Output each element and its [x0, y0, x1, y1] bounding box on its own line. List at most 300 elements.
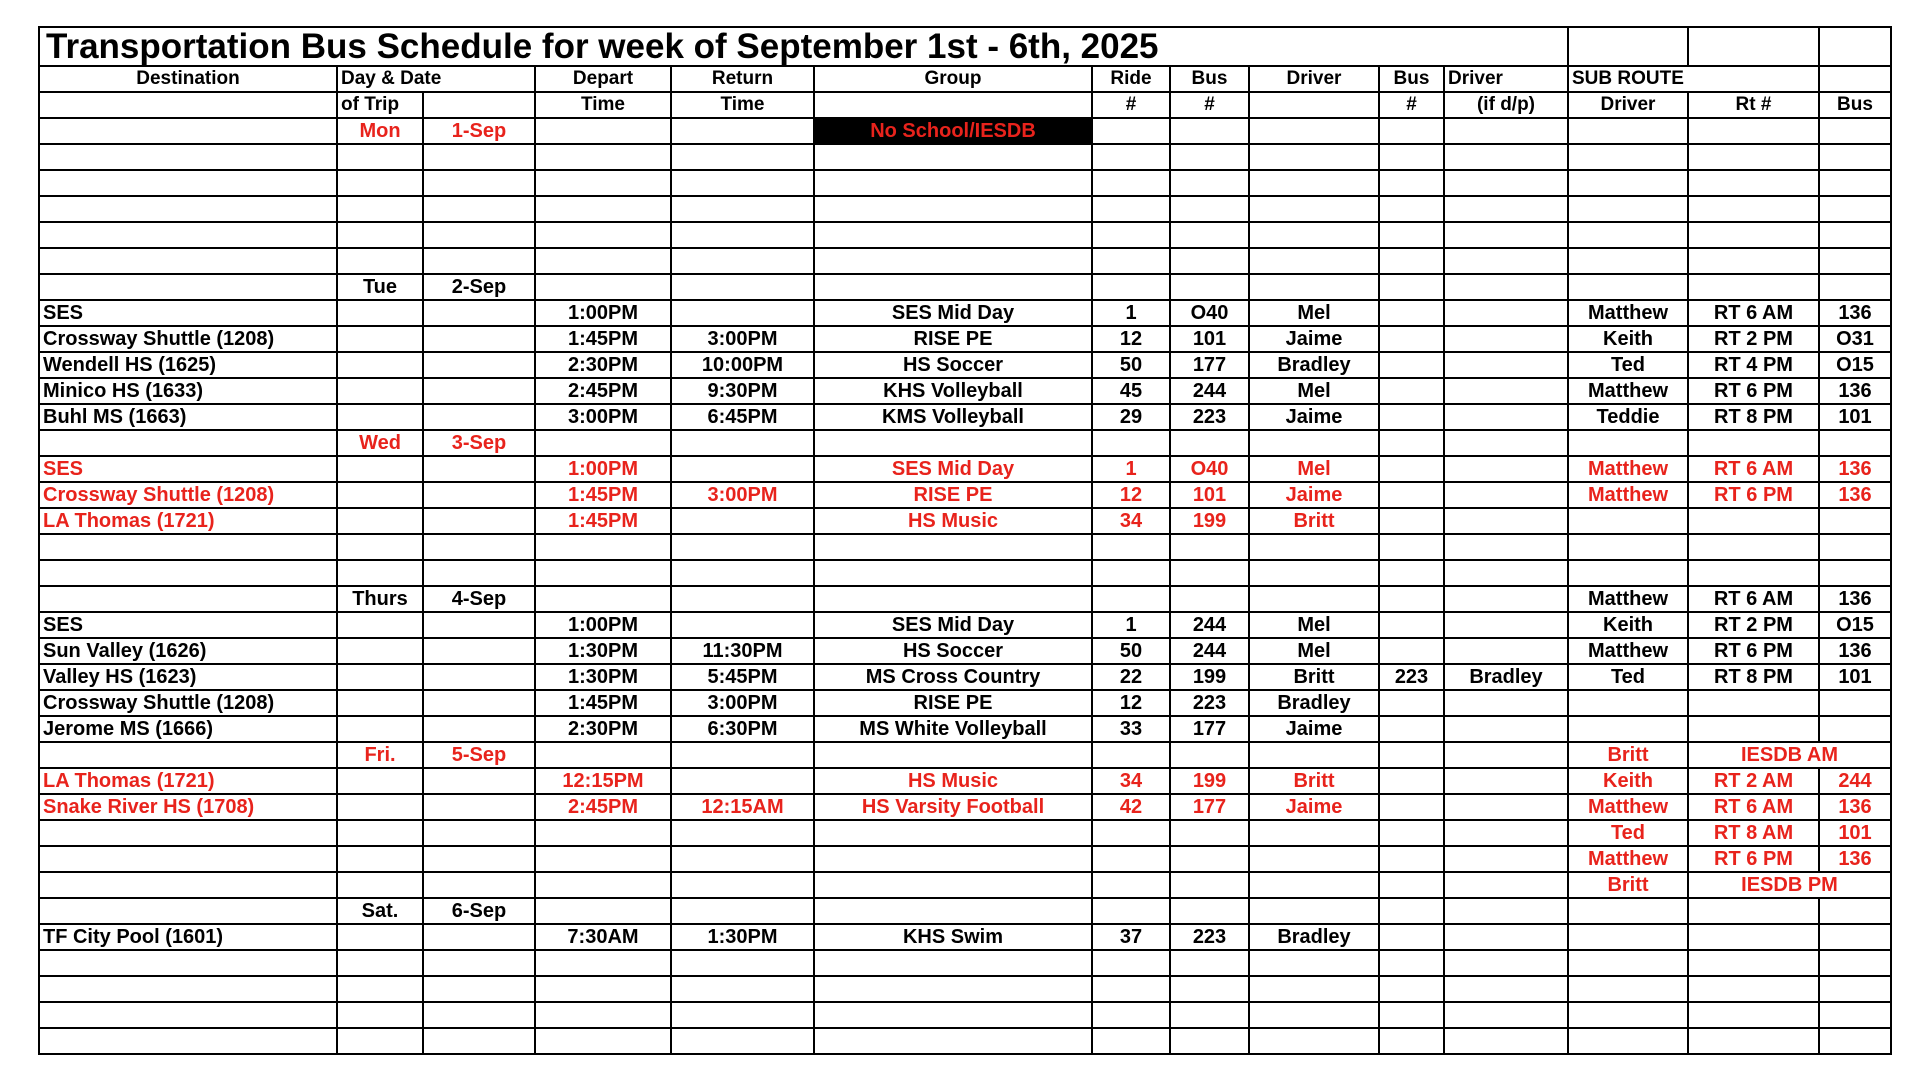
- sub-route-number-cell: [1688, 1002, 1819, 1028]
- sub-driver-cell: [1568, 534, 1688, 560]
- ride-number-cell: [1092, 1028, 1170, 1054]
- date-cell: [423, 768, 535, 794]
- sub-route-number-cell: [1688, 690, 1819, 716]
- depart-time-cell: 2:45PM: [535, 794, 671, 820]
- date-cell: [423, 638, 535, 664]
- sub-driver-cell: Ted: [1568, 820, 1688, 846]
- driver-2-cell: [1444, 1028, 1568, 1054]
- sub-driver-cell: Britt: [1568, 872, 1688, 898]
- sub-route-number-cell: [1688, 170, 1819, 196]
- header-return-time: Time: [671, 92, 814, 118]
- schedule-row: [39, 716, 1891, 742]
- depart-time-cell: 3:00PM: [535, 404, 671, 430]
- driver-cell: [1249, 248, 1379, 274]
- driver-2-cell: [1444, 508, 1568, 534]
- bus-2-number-cell: [1379, 976, 1444, 1002]
- day-cell: [337, 404, 423, 430]
- depart-time-cell: [535, 872, 671, 898]
- schedule-row: [39, 352, 1891, 378]
- sub-driver-cell: Matthew: [1568, 456, 1688, 482]
- date-cell: [423, 560, 535, 586]
- schedule-row: [39, 300, 1891, 326]
- schedule-row: [39, 846, 1891, 872]
- group-cell: KHS Swim: [814, 924, 1092, 950]
- depart-time-cell: 1:00PM: [535, 300, 671, 326]
- return-time-cell: [671, 820, 814, 846]
- schedule-row: [39, 170, 1891, 196]
- day-cell: [337, 326, 423, 352]
- return-time-cell: [671, 222, 814, 248]
- sub-bus-cell: 136: [1819, 586, 1891, 612]
- date-cell: [423, 170, 535, 196]
- driver-cell: [1249, 196, 1379, 222]
- sub-route-number-cell: [1688, 716, 1819, 742]
- bus-number-cell: 177: [1170, 352, 1249, 378]
- sub-driver-cell: Britt: [1568, 742, 1688, 768]
- sub-driver-cell: [1568, 144, 1688, 170]
- driver-2-cell: [1444, 274, 1568, 300]
- day-cell: [337, 976, 423, 1002]
- group-cell: MS Cross Country: [814, 664, 1092, 690]
- group-cell: [814, 872, 1092, 898]
- header-group: Group: [814, 66, 1092, 92]
- schedule-row: [39, 768, 1891, 794]
- depart-time-cell: 1:00PM: [535, 456, 671, 482]
- sub-driver-cell: Ted: [1568, 352, 1688, 378]
- ride-number-cell: 34: [1092, 768, 1170, 794]
- day-cell: [337, 222, 423, 248]
- bus-number-cell: [1170, 560, 1249, 586]
- date-cell: [423, 508, 535, 534]
- group-cell: [814, 846, 1092, 872]
- sub-driver-cell: [1568, 1002, 1688, 1028]
- bus-number-cell: [1170, 274, 1249, 300]
- depart-time-cell: [535, 222, 671, 248]
- sub-route-number-cell: RT 6 AM: [1688, 300, 1819, 326]
- destination-cell: [39, 170, 337, 196]
- sub-driver-cell: [1568, 222, 1688, 248]
- ride-number-cell: 1: [1092, 612, 1170, 638]
- sub-bus-cell: O15: [1819, 612, 1891, 638]
- bus-number-cell: [1170, 222, 1249, 248]
- header-sub-route: SUB ROUTE: [1568, 66, 1819, 92]
- bus-number-cell: [1170, 430, 1249, 456]
- driver-2-cell: [1444, 326, 1568, 352]
- destination-cell: LA Thomas (1721): [39, 508, 337, 534]
- bus-2-number-cell: [1379, 924, 1444, 950]
- return-time-cell: [671, 898, 814, 924]
- sub-route-number-cell: [1688, 976, 1819, 1002]
- ride-number-cell: [1092, 742, 1170, 768]
- driver-cell: Mel: [1249, 638, 1379, 664]
- driver-2-cell: [1444, 950, 1568, 976]
- destination-cell: Buhl MS (1663): [39, 404, 337, 430]
- date-cell: 4-Sep: [423, 586, 535, 612]
- day-cell: [337, 716, 423, 742]
- group-cell: [814, 430, 1092, 456]
- day-cell: Sat.: [337, 898, 423, 924]
- ride-number-cell: [1092, 820, 1170, 846]
- sub-route-number-cell: IESDB AM: [1688, 742, 1891, 768]
- sub-route-number-cell: [1688, 950, 1819, 976]
- driver-2-cell: [1444, 846, 1568, 872]
- bus-2-number-cell: [1379, 560, 1444, 586]
- schedule-title: Transportation Bus Schedule for week of September 1st - 6th, 2025: [39, 27, 1568, 66]
- sub-driver-cell: [1568, 508, 1688, 534]
- destination-cell: [39, 118, 337, 144]
- sub-driver-cell: Ted: [1568, 664, 1688, 690]
- sub-bus-cell: [1819, 118, 1891, 144]
- header-return: Return: [671, 66, 814, 92]
- schedule-row: [39, 794, 1891, 820]
- schedule-row: [39, 898, 1891, 924]
- header-of-trip: of Trip: [337, 92, 423, 118]
- day-cell: [337, 144, 423, 170]
- bus-number-cell: 244: [1170, 378, 1249, 404]
- sub-bus-cell: [1819, 196, 1891, 222]
- schedule-row: [39, 118, 1891, 144]
- driver-cell: [1249, 170, 1379, 196]
- group-cell: [814, 170, 1092, 196]
- bus-2-number-cell: [1379, 118, 1444, 144]
- day-cell: [337, 690, 423, 716]
- group-cell: [814, 742, 1092, 768]
- sub-driver-cell: Keith: [1568, 326, 1688, 352]
- schedule-row: [39, 664, 1891, 690]
- depart-time-cell: 1:45PM: [535, 508, 671, 534]
- ride-number-cell: 1: [1092, 300, 1170, 326]
- bus-number-cell: 199: [1170, 768, 1249, 794]
- driver-2-cell: [1444, 404, 1568, 430]
- driver-cell: Britt: [1249, 768, 1379, 794]
- depart-time-cell: [535, 534, 671, 560]
- depart-time-cell: [535, 560, 671, 586]
- sub-route-number-cell: RT 8 PM: [1688, 404, 1819, 430]
- driver-2-cell: [1444, 872, 1568, 898]
- driver-cell: [1249, 222, 1379, 248]
- driver-cell: [1249, 1028, 1379, 1054]
- sub-bus-cell: [1819, 248, 1891, 274]
- group-cell: [814, 898, 1092, 924]
- return-time-cell: [671, 1028, 814, 1054]
- depart-time-cell: [535, 170, 671, 196]
- bus-number-cell: [1170, 820, 1249, 846]
- driver-2-cell: [1444, 794, 1568, 820]
- ride-number-cell: [1092, 170, 1170, 196]
- bus-number-cell: [1170, 586, 1249, 612]
- return-time-cell: [671, 534, 814, 560]
- depart-time-cell: [535, 976, 671, 1002]
- destination-cell: [39, 820, 337, 846]
- header-blank-cell: [423, 92, 535, 118]
- bus-2-number-cell: [1379, 326, 1444, 352]
- bus-number-cell: 101: [1170, 482, 1249, 508]
- schedule-row: [39, 1002, 1891, 1028]
- depart-time-cell: 2:30PM: [535, 716, 671, 742]
- sub-route-number-cell: [1688, 144, 1819, 170]
- bus-2-number-cell: [1379, 170, 1444, 196]
- group-cell: SES Mid Day: [814, 456, 1092, 482]
- bus-number-cell: 177: [1170, 716, 1249, 742]
- schedule-row: [39, 872, 1891, 898]
- sub-route-number-cell: RT 6 AM: [1688, 456, 1819, 482]
- sub-bus-cell: 244: [1819, 768, 1891, 794]
- sub-bus-cell: 136: [1819, 638, 1891, 664]
- group-cell: HS Soccer: [814, 352, 1092, 378]
- driver-cell: Jaime: [1249, 482, 1379, 508]
- return-time-cell: [671, 586, 814, 612]
- header-blank-cell: [39, 92, 337, 118]
- day-cell: Mon: [337, 118, 423, 144]
- bus-2-number-cell: [1379, 638, 1444, 664]
- destination-cell: [39, 274, 337, 300]
- bus-schedule-table: [38, 26, 1892, 1055]
- depart-time-cell: [535, 820, 671, 846]
- driver-cell: [1249, 742, 1379, 768]
- ride-number-cell: [1092, 222, 1170, 248]
- schedule-row: [39, 482, 1891, 508]
- sub-bus-cell: [1819, 690, 1891, 716]
- bus-2-number-cell: [1379, 430, 1444, 456]
- group-cell: [814, 196, 1092, 222]
- depart-time-cell: [535, 248, 671, 274]
- driver-cell: Bradley: [1249, 352, 1379, 378]
- return-time-cell: 6:45PM: [671, 404, 814, 430]
- sub-route-number-cell: [1688, 924, 1819, 950]
- date-cell: [423, 1028, 535, 1054]
- driver-cell: [1249, 144, 1379, 170]
- driver-cell: [1249, 430, 1379, 456]
- destination-cell: [39, 196, 337, 222]
- bus-2-number-cell: [1379, 872, 1444, 898]
- header-ride-number: #: [1092, 92, 1170, 118]
- driver-cell: Britt: [1249, 664, 1379, 690]
- sub-bus-cell: [1819, 430, 1891, 456]
- header-bus-2: Bus: [1379, 66, 1444, 92]
- group-cell: [814, 534, 1092, 560]
- ride-number-cell: [1092, 1002, 1170, 1028]
- driver-cell: Bradley: [1249, 690, 1379, 716]
- bus-number-cell: [1170, 846, 1249, 872]
- driver-2-cell: [1444, 118, 1568, 144]
- date-cell: 1-Sep: [423, 118, 535, 144]
- return-time-cell: [671, 300, 814, 326]
- driver-2-cell: [1444, 170, 1568, 196]
- sub-bus-cell: [1819, 716, 1891, 742]
- group-cell: [814, 560, 1092, 586]
- driver-cell: [1249, 118, 1379, 144]
- driver-cell: [1249, 820, 1379, 846]
- day-cell: [337, 1028, 423, 1054]
- sub-bus-cell: [1819, 924, 1891, 950]
- sub-driver-cell: [1568, 274, 1688, 300]
- return-time-cell: [671, 976, 814, 1002]
- bus-number-cell: 223: [1170, 924, 1249, 950]
- depart-time-cell: 1:45PM: [535, 326, 671, 352]
- driver-cell: [1249, 274, 1379, 300]
- bus-2-number-cell: [1379, 586, 1444, 612]
- day-cell: [337, 248, 423, 274]
- ride-number-cell: 50: [1092, 638, 1170, 664]
- destination-cell: [39, 846, 337, 872]
- sub-driver-cell: [1568, 118, 1688, 144]
- bus-number-cell: [1170, 950, 1249, 976]
- sub-bus-cell: 101: [1819, 664, 1891, 690]
- sub-route-number-cell: RT 8 PM: [1688, 664, 1819, 690]
- ride-number-cell: 34: [1092, 508, 1170, 534]
- schedule-row: [39, 378, 1891, 404]
- ride-number-cell: [1092, 560, 1170, 586]
- driver-cell: Mel: [1249, 378, 1379, 404]
- group-cell: [814, 248, 1092, 274]
- schedule-row: [39, 742, 1891, 768]
- destination-cell: Jerome MS (1666): [39, 716, 337, 742]
- destination-cell: [39, 430, 337, 456]
- return-time-cell: 5:45PM: [671, 664, 814, 690]
- day-cell: [337, 482, 423, 508]
- sub-route-number-cell: RT 8 AM: [1688, 820, 1819, 846]
- bus-2-number-cell: [1379, 300, 1444, 326]
- sub-driver-cell: Matthew: [1568, 794, 1688, 820]
- depart-time-cell: 1:45PM: [535, 690, 671, 716]
- depart-time-cell: 7:30AM: [535, 924, 671, 950]
- sub-route-number-cell: RT 6 AM: [1688, 794, 1819, 820]
- ride-number-cell: [1092, 846, 1170, 872]
- return-time-cell: 1:30PM: [671, 924, 814, 950]
- return-time-cell: [671, 456, 814, 482]
- driver-cell: [1249, 586, 1379, 612]
- group-cell: [814, 274, 1092, 300]
- destination-cell: [39, 586, 337, 612]
- bus-2-number-cell: [1379, 742, 1444, 768]
- destination-cell: SES: [39, 612, 337, 638]
- ride-number-cell: 12: [1092, 326, 1170, 352]
- title-row: [39, 27, 1891, 66]
- sub-driver-cell: [1568, 1028, 1688, 1054]
- schedule-row: [39, 924, 1891, 950]
- sub-route-number-cell: [1688, 274, 1819, 300]
- group-cell: SES Mid Day: [814, 612, 1092, 638]
- group-cell: [814, 586, 1092, 612]
- depart-time-cell: [535, 950, 671, 976]
- schedule-row: [39, 638, 1891, 664]
- schedule-row: [39, 976, 1891, 1002]
- driver-2-cell: [1444, 976, 1568, 1002]
- sub-bus-cell: [1819, 560, 1891, 586]
- bus-number-cell: [1170, 144, 1249, 170]
- day-cell: [337, 196, 423, 222]
- sub-route-number-cell: IESDB PM: [1688, 872, 1891, 898]
- bus-2-number-cell: [1379, 248, 1444, 274]
- date-cell: [423, 612, 535, 638]
- return-time-cell: 3:00PM: [671, 690, 814, 716]
- depart-time-cell: 2:30PM: [535, 352, 671, 378]
- day-cell: [337, 612, 423, 638]
- ride-number-cell: 37: [1092, 924, 1170, 950]
- sub-bus-cell: [1819, 898, 1891, 924]
- sub-route-number-cell: [1688, 118, 1819, 144]
- header-row-2: [39, 92, 1891, 118]
- day-cell: [337, 950, 423, 976]
- destination-cell: [39, 872, 337, 898]
- sub-driver-cell: Matthew: [1568, 482, 1688, 508]
- return-time-cell: [671, 248, 814, 274]
- driver-cell: [1249, 846, 1379, 872]
- bus-number-cell: 223: [1170, 690, 1249, 716]
- ride-number-cell: [1092, 586, 1170, 612]
- group-cell: [814, 950, 1092, 976]
- header-depart: Depart: [535, 66, 671, 92]
- bus-2-number-cell: [1379, 794, 1444, 820]
- driver-2-cell: [1444, 742, 1568, 768]
- bus-2-number-cell: 223: [1379, 664, 1444, 690]
- schedule-row: [39, 612, 1891, 638]
- driver-2-cell: [1444, 768, 1568, 794]
- destination-cell: Valley HS (1623): [39, 664, 337, 690]
- date-cell: 6-Sep: [423, 898, 535, 924]
- bus-number-cell: [1170, 196, 1249, 222]
- date-cell: [423, 1002, 535, 1028]
- sub-driver-cell: [1568, 898, 1688, 924]
- sub-route-number-cell: [1688, 560, 1819, 586]
- sub-route-number-cell: [1688, 1028, 1819, 1054]
- bus-2-number-cell: [1379, 352, 1444, 378]
- ride-number-cell: [1092, 196, 1170, 222]
- date-cell: [423, 534, 535, 560]
- schedule-row: [39, 404, 1891, 430]
- destination-cell: SES: [39, 300, 337, 326]
- return-time-cell: [671, 950, 814, 976]
- depart-time-cell: [535, 118, 671, 144]
- day-cell: [337, 378, 423, 404]
- driver-2-cell: [1444, 638, 1568, 664]
- bus-number-cell: O40: [1170, 300, 1249, 326]
- destination-cell: Crossway Shuttle (1208): [39, 690, 337, 716]
- sub-driver-cell: Keith: [1568, 612, 1688, 638]
- sub-bus-cell: [1819, 144, 1891, 170]
- ride-number-cell: 29: [1092, 404, 1170, 430]
- driver-2-cell: [1444, 430, 1568, 456]
- ride-number-cell: 42: [1092, 794, 1170, 820]
- destination-cell: [39, 560, 337, 586]
- sub-driver-cell: Matthew: [1568, 378, 1688, 404]
- return-time-cell: [671, 742, 814, 768]
- title-row-blank-cell: [1819, 27, 1891, 66]
- bus-2-number-cell: [1379, 612, 1444, 638]
- bus-2-number-cell: [1379, 716, 1444, 742]
- header-destination: Destination: [39, 66, 337, 92]
- driver-2-cell: [1444, 456, 1568, 482]
- driver-2-cell: [1444, 222, 1568, 248]
- sub-driver-cell: Matthew: [1568, 586, 1688, 612]
- title-row-blank-cell: [1568, 27, 1688, 66]
- driver-cell: Britt: [1249, 508, 1379, 534]
- date-cell: [423, 716, 535, 742]
- sub-route-number-cell: RT 6 PM: [1688, 482, 1819, 508]
- driver-cell: Mel: [1249, 612, 1379, 638]
- day-cell: [337, 924, 423, 950]
- driver-cell: Bradley: [1249, 924, 1379, 950]
- date-cell: [423, 196, 535, 222]
- return-time-cell: 9:30PM: [671, 378, 814, 404]
- bus-number-cell: [1170, 170, 1249, 196]
- sub-route-number-cell: [1688, 222, 1819, 248]
- schedule-row: [39, 274, 1891, 300]
- bus-number-cell: 177: [1170, 794, 1249, 820]
- group-cell: [814, 976, 1092, 1002]
- date-cell: [423, 326, 535, 352]
- destination-cell: Wendell HS (1625): [39, 352, 337, 378]
